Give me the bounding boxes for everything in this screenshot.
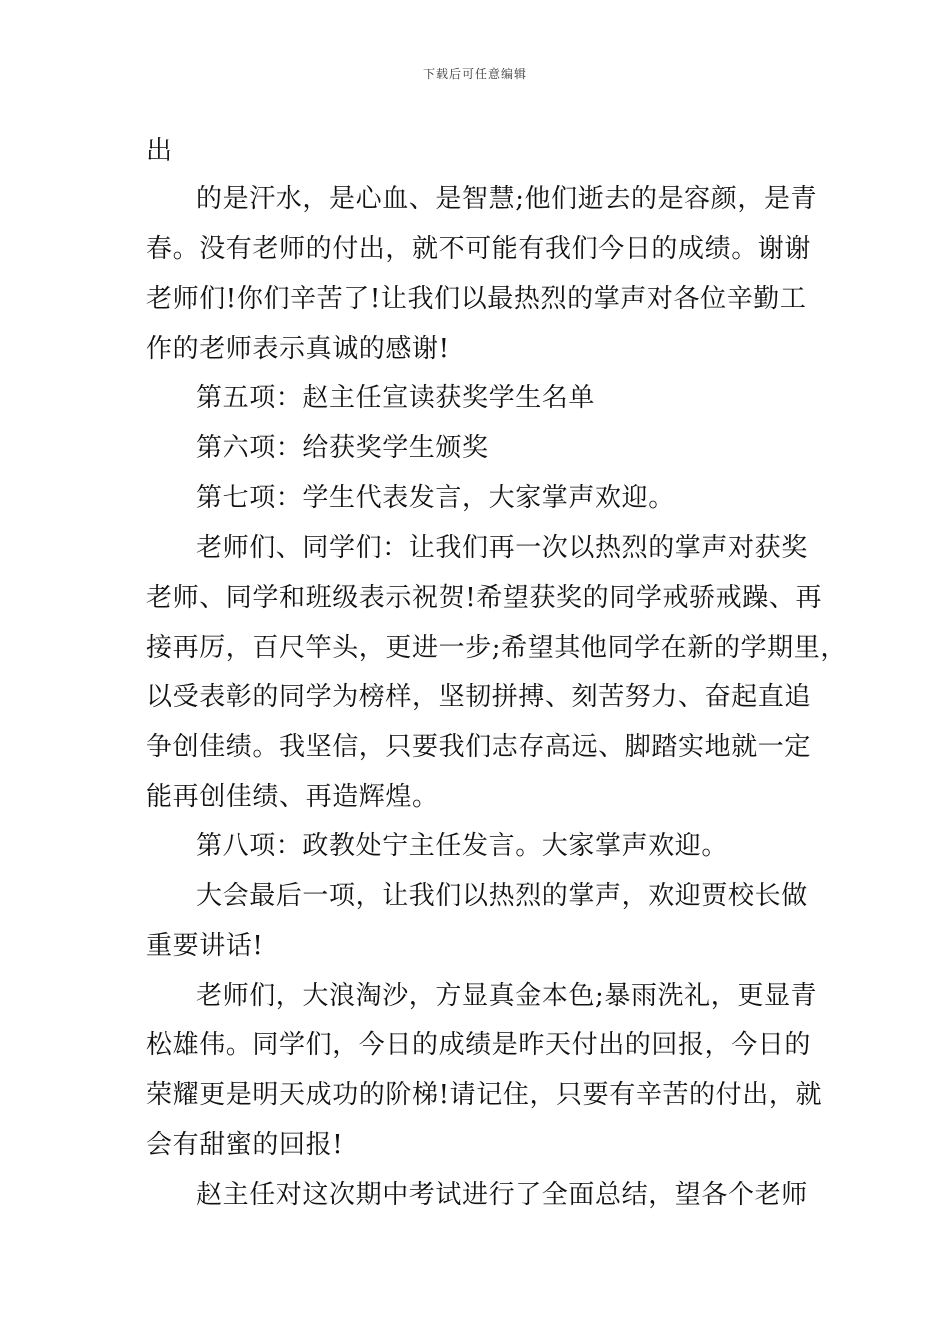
text-line: 荣耀更是明天成功的阶梯!请记住，只要有辛苦的付出，就 xyxy=(146,1080,823,1110)
text-line: 以受表彰的同学为榜样，坚韧拼搏、刻苦努力、奋起直追 xyxy=(146,682,812,712)
text-line: 大会最后一项，让我们以热烈的掌声，欢迎贾校长做 xyxy=(196,881,808,911)
text-line: 老师、同学和班级表示祝贺!希望获奖的同学戒骄戒躁、再 xyxy=(146,583,823,613)
text-line: 重要讲话! xyxy=(146,931,264,961)
text-line: 出 xyxy=(146,136,173,166)
text-line: 松雄伟。同学们，今日的成绩是昨天付出的回报，今日的 xyxy=(146,1030,812,1060)
text-line: 第六项：给获奖学生颁奖 xyxy=(196,433,489,463)
text-line: 争创佳绩。我坚信，只要我们志存高远、脚踏实地就一定 xyxy=(146,732,812,762)
page-header: 下载后可任意编辑 xyxy=(422,67,527,81)
text-line: 能再创佳绩、再造辉煌。 xyxy=(146,782,439,812)
text-line: 第八项：政教处宁主任发言。大家掌声欢迎。 xyxy=(196,831,729,861)
text-line: 老师们，大浪淘沙，方显真金本色;暴雨洗礼，更显青 xyxy=(196,981,818,1011)
text-line: 老师们!你们辛苦了!让我们以最热烈的掌声对各位辛勤工 xyxy=(146,284,807,314)
text-line: 接再厉，百尺竿头，更进一步;希望其他同学在新的学期里， xyxy=(146,633,847,663)
text-line: 作的老师表示真诚的感谢! xyxy=(146,334,450,364)
text-line: 第七项：学生代表发言，大家掌声欢迎。 xyxy=(196,483,675,513)
text-line: 会有甜蜜的回报! xyxy=(146,1130,344,1160)
text-line: 赵主任对这次期中考试进行了全面总结，望各个老师 xyxy=(196,1180,808,1210)
text-line: 第五项：赵主任宣读获奖学生名单 xyxy=(196,383,596,413)
text-line: 春。没有老师的付出，就不可能有我们今日的成绩。谢谢 xyxy=(146,234,812,264)
text-line: 老师们、同学们：让我们再一次以热烈的掌声对获奖 xyxy=(196,533,808,563)
text-line: 的是汗水，是心血、是智慧;他们逝去的是容颜，是青 xyxy=(196,184,818,214)
